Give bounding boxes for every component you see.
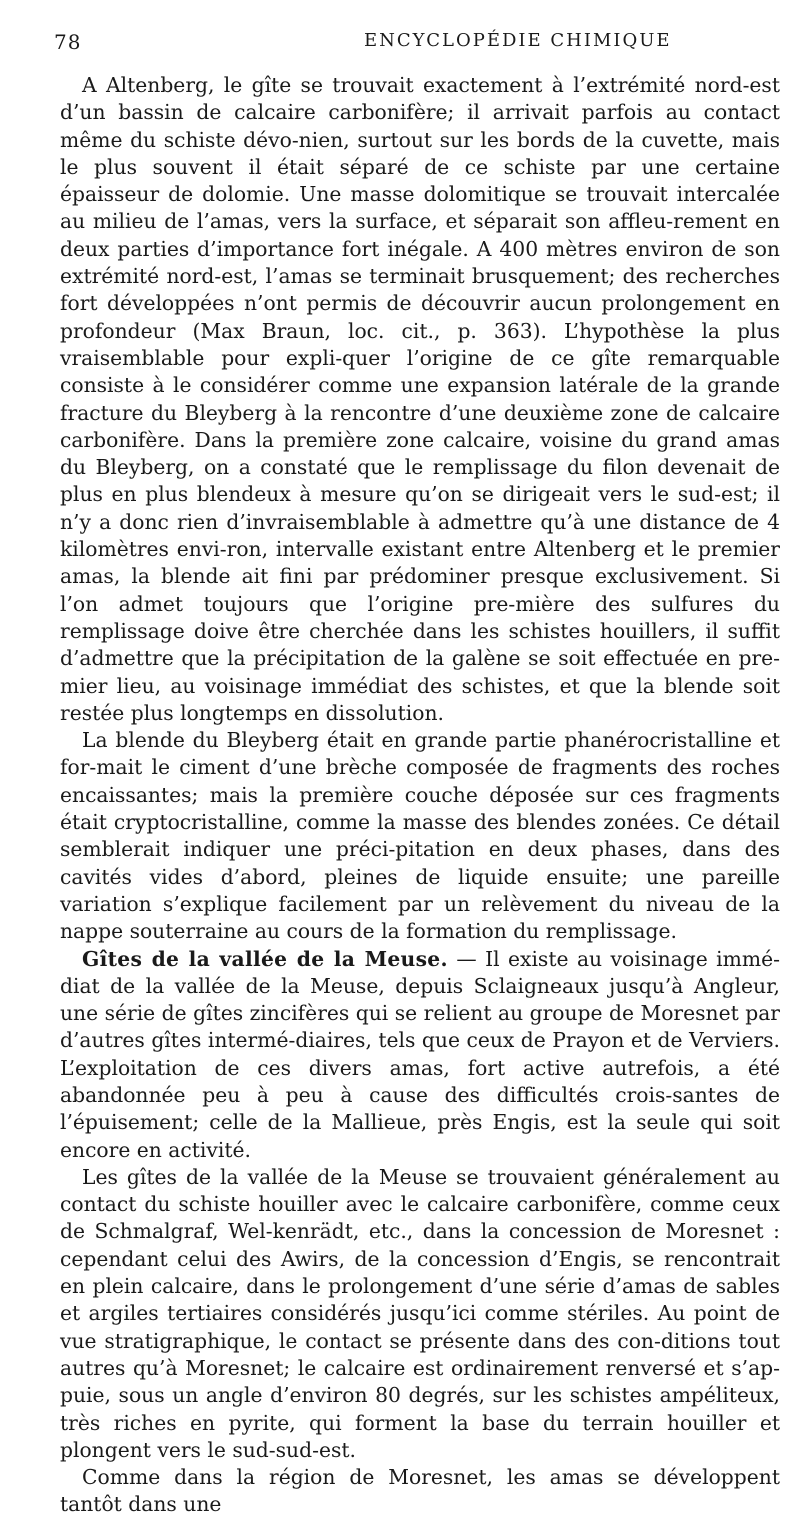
- page-number: 78: [54, 30, 82, 54]
- body-text: [60, 72, 780, 1519]
- paragraph-altenberg: A Altenberg, le gîte se trouvait exactement à l’extrémité nord-est d’un bassin de calcaire carbonifère; il arrivait parfois au contact même du schiste dévo-nien, surtout sur les bords de la cuvette, mais le plus souvent il était séparé de ce schiste par une certaine épaisseur de dolomie. Une masse dolomitique se trouvait intercalée au milieu de l’amas, vers la surface, et séparait son affleu-rement en deux parties d’importance fort inégale. A 400 mètres environ de son extrémité nord-est, l’amas se terminait brusquement; des recherches fort développées n’ont permis de découvrir aucun prolongement en profondeur (Max Braun, loc. cit., p. 363). L’hypothèse la plus vraisemblable pour expli-quer l’origine de ce gîte remarquable consiste à le considérer comme une expansion latérale de la grande fracture du Bleyberg à la rencontre d’une deuxième zone de calcaire carbonifère. Dans la première zone calcaire, voisine du grand amas du Bleyberg, on a constaté que le remplissage du filon devenait de plus en plus blendeux à mesure qu’on se dirigeait vers le sud-est; il n’y a donc rien d’invraisemblable à admettre qu’à une distance de 4 kilomètres envi-ron, intervalle existant entre Altenberg et le premier amas, la blende ait fini par prédominer presque exclusivement. Si l’on admet toujours que l’origine pre-mière des sulfures du remplissage doive être cherchée dans les schistes houillers, il suffit d’admettre que la précipitation de la galène se soit effectuée en pre-mier lieu, au voisinage immédiat des schistes, et que la blende soit restée plus longtemps en dissolution.: [60, 73, 780, 725]
- section-heading: Gîtes de la vallée de la Meuse.: [82, 946, 448, 971]
- section-dash: —: [447, 946, 486, 971]
- paragraph-moresnet-region: Comme dans la région de Moresnet, les amas se développent tantôt dans une: [60, 1465, 780, 1517]
- paragraph-bleyberg-blende: La blende du Bleyberg était en grande partie phanérocristalline et for-mait le ciment d’une brèche composée de fragments des roches encaissantes; mais la première couche déposée sur ces fragments était cryptocristalline, comme la masse des blendes zonées. Ce détail semblerait indiquer une préci-pitation en deux phases, dans des cavités vides d’abord, pleines de liquide ensuite; une pareille variation s’explique facilement par un relèvement du niveau de la nappe souterraine au cours de la formation du remplissage.: [60, 728, 780, 944]
- paragraph-meuse-contact: Les gîtes de la vallée de la Meuse se trouvaient généralement au contact du schiste houiller avec le calcaire carbonifère, comme ceux de Schmalgraf, Wel-kenrädt, etc., dans la concession de Moresnet : cependant celui des Awirs, de la concession d’Engis, se rencontrait en plein calcaire, dans le prolongement d’une série d’amas de sables et argiles tertiaires considérés jusqu’ici comme stériles. Au point de vue stratigraphique, le contact se présente dans des con-ditions tout autres qu’à Moresnet; le calcaire est ordinairement renversé et s’ap-puie, sous un angle d’environ 80 degrés, sur les schistes ampéliteux, très riches en pyrite, qui forment la base du terrain houiller et plongent vers le sud-sud-est.: [60, 1164, 780, 1462]
- section-meuse-intro: [60, 946, 780, 1164]
- page-header: [54, 30, 780, 58]
- running-title: ENCYCLOPÉDIE CHIMIQUE: [364, 30, 672, 51]
- section-intro-text: Il existe au voisinage immé-diat de la vallée de la Meuse, depuis Sclaigneaux jusqu’à Angleur, une série de gîtes zincifères qui se relient au groupe de Moresnet par d’autres gîtes intermé-diaires, tels que ceux de Prayon et de Verviers. L’exploitation de ces divers amas, fort active autrefois, a été abandonnée peu à peu à cause des difficultés crois-santes de l’épuisement; celle de la Mallieue, près Engis, est la seule qui soit encore en activité.: [60, 946, 780, 1162]
